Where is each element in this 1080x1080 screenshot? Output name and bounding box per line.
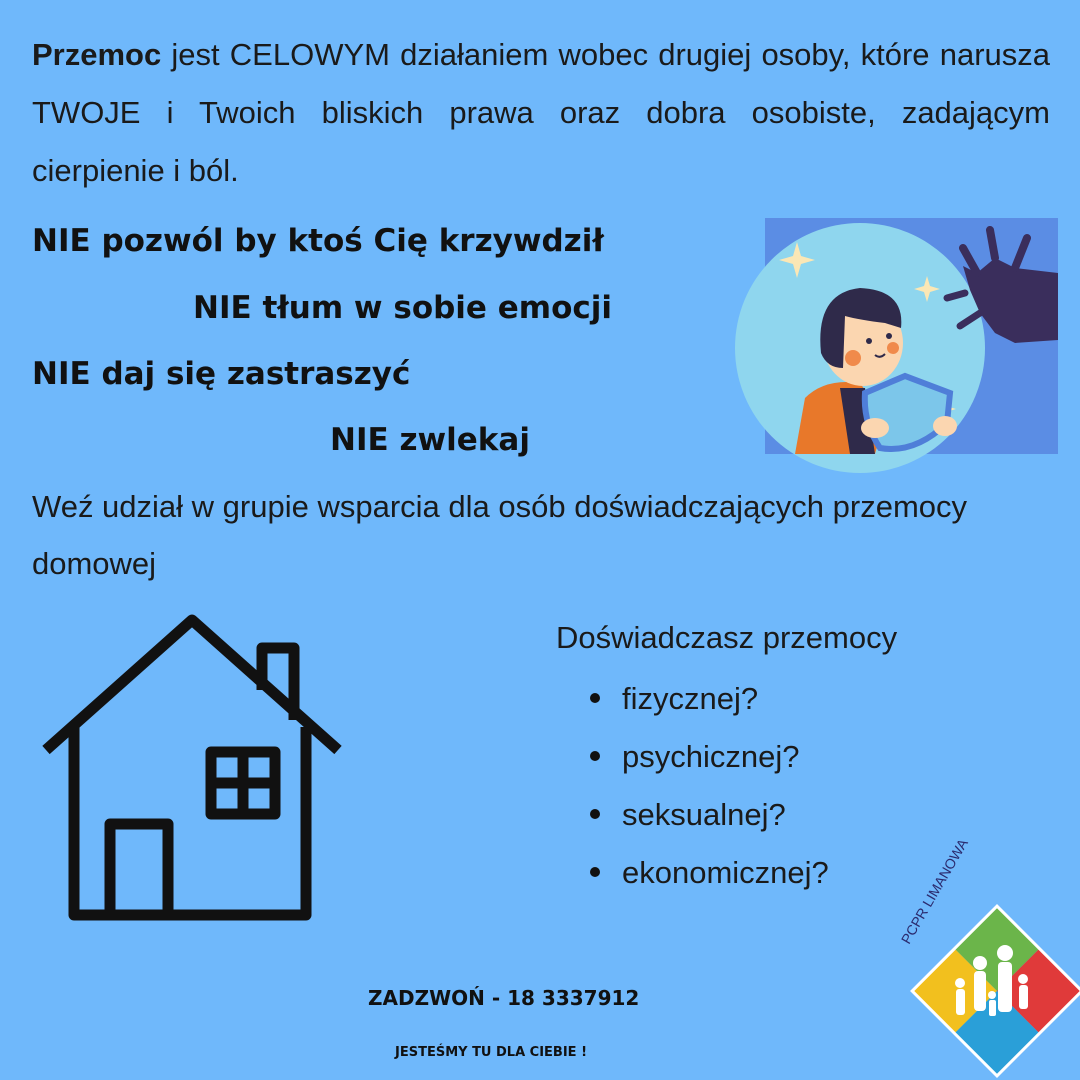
- intro-paragraph: [32, 26, 1050, 200]
- list-item: [590, 728, 829, 786]
- list-item: [590, 670, 829, 728]
- we-are-here-text: JESTEŚMY TU DLA CIEBIE !: [395, 1045, 588, 1060]
- bullet-icon: [590, 867, 600, 877]
- list-item-label: fizycznej?: [622, 681, 759, 716]
- slogan-4: NIE zwlekaj: [330, 422, 530, 458]
- bullet-icon: [590, 751, 600, 761]
- slogan-2: NIE tłum w sobie emocji: [193, 290, 612, 326]
- call-phone-number: ZADZWOŃ - 18 3337912: [368, 986, 640, 1010]
- bullet-icon: [590, 693, 600, 703]
- list-item: [590, 844, 829, 902]
- slogan-3: NIE daj się zastraszyć: [32, 356, 411, 392]
- intro-bold-word: Przemoc: [32, 37, 162, 72]
- child-with-shield-illustration: [765, 218, 1058, 454]
- bullet-icon: [590, 809, 600, 819]
- logo-text: PCPR LIMANOWA: [897, 835, 971, 947]
- pcpr-puzzle-logo: [895, 835, 1075, 1080]
- house-icon: [40, 612, 345, 922]
- intro-text: jest CELOWYM działaniem wobec drugiej osoby, które narusza TWOJE i Twoich bliskich prawa oraz dobra osobiste, zadającym cierpienie i ból.: [32, 37, 1050, 188]
- list-item-label: seksualnej?: [622, 797, 786, 832]
- support-group-text: Weź udział w grupie wsparcia dla osób doświadczających przemocy domowej: [32, 489, 968, 581]
- violence-type-list: [590, 670, 829, 902]
- list-item-label: ekonomicznej?: [622, 855, 829, 890]
- list-item-label: psychicznej?: [622, 739, 800, 774]
- question-title: Doświadczasz przemocy: [556, 620, 898, 655]
- list-item: [590, 786, 829, 844]
- slogan-1: NIE pozwól by ktoś Cię krzywdził: [32, 223, 604, 259]
